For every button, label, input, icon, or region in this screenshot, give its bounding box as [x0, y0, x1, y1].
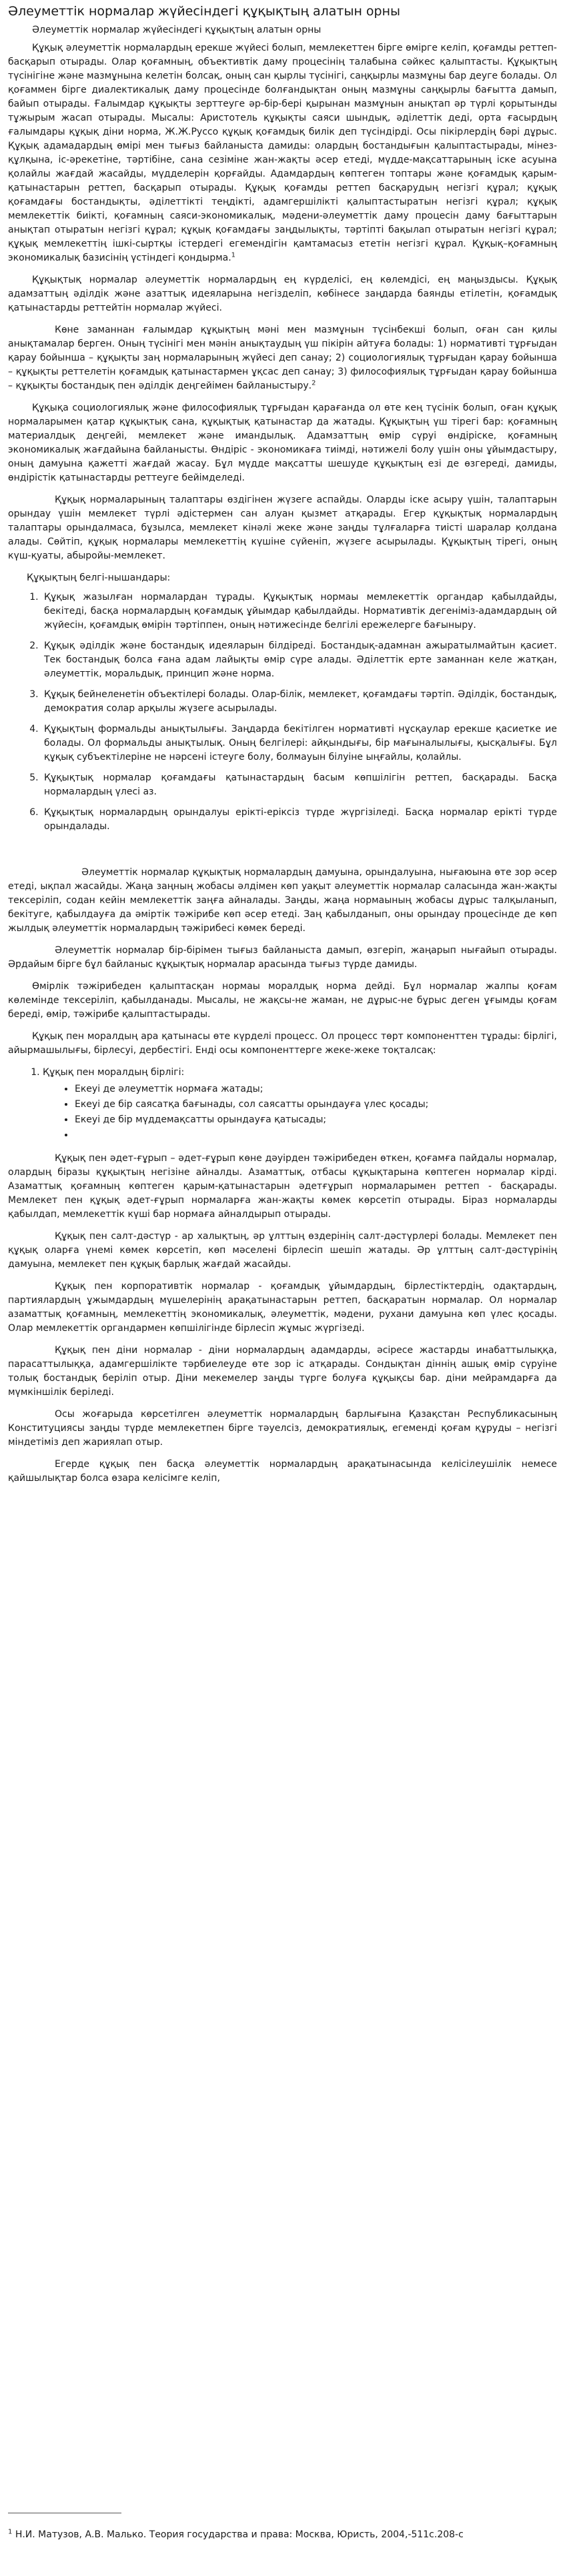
- paragraph-legal-norms: Құқықтық нормалар әлеуметтік нормалардың ең күрделісі, ең көлемдісі, ең маңыздысы. Құқық адамзаттың әділдік және азаттық идеяларына негізделіп, көбінесе заңдарда баянды етілетін, қоғамдық қатынастарды реттейтін нормалар жүйесі.: [8, 274, 557, 313]
- paragraph-constitution: Осы жоғарыда көрсетілген әлеуметтік нормалардың барлығына Қазақстан Республикасының Конституциясы заңды түрде мемлекетпен бірге тәуелсіз, демократиялық, егемендi қоғам құруды – негізгі міндетімiз деп жариялап отыр.: [8, 1408, 557, 1448]
- list-item: 1. Құқық жазылған нормалардан тұрады. Құқықтық нормаы мемлекеттік органдар қабылдайды, бекітеді, басқа нормалардың қоғамдық ұйымдар қабылдайды. Нормативтік дегеніміз-адамдардың ой жүйесін, қоғамдық өмірін тәртіппен, оның нәтижесінде белгілі ережелерге бағыныру.: [41, 591, 557, 633]
- list-item: 6. Құқықтық нормалардың орындалуы ерікті-еріксіз түрде жүргізіледі. Басқа нормалар ерікті түрде орындалады.: [41, 806, 557, 834]
- paragraph-moral-norms: Өмірлік тәжірибеден қалыптасқан нормаы моралдық норма дейді. Бұл нормалар жалпы қоғам көлемінде тексеріліп, қабылданады. Мысалы, не жақсы-не жаман, не дұрыс-не бұрыс деген ұғымды қоғам береді, өмір, тәжірибе қалыптастырады.: [8, 980, 557, 1020]
- paragraph-law-and-morality: Құқық пен моралдың ара қатынасы өте күрделі процесс. Ол процесс төрт компоненттен тұрады: бірлігі, айырмашылығы, бірлесуі, дербестігі. Енді осы компоненттерге жеке-жеке тоқталсақ:: [8, 1030, 557, 1056]
- list-item: 4. Құқықтың формальды анықтылығы. Заңдарда бекітілген нормативті нұсқаулар ерекше қасиетке ие болады. Ол формальды анықтылық. Оның белгілері: айқындығы, бір мағыналылығы, қысқалығы. Бұл құқық субъектілеріне не нәрсені істеуге болу, болмауын білуіне ыңғайлы, қолайлы.: [41, 722, 557, 764]
- footnotes: [8, 2513, 557, 2542]
- unity-list-block: [8, 1066, 557, 1142]
- list-item: [75, 1128, 557, 1142]
- footnote-number: 1: [8, 2528, 13, 2536]
- paragraph-definitions: Көне заманнан ғалымдар құқықтың мәні мен мазмұнын түсінбекші болып, оған сан қилы анықтамалар берген. Оның түсінігі мен мәнін анықтаудың үш пікірін айтуға болады: 1) нормативті тұрғыдан қарау бойынша – құқықты заң нормаларының жүйесі деп санау; 2) социологиялық тұрғыдан қарау бойынша – құқықты реттелетін қоғамдық қатынастармен ұқсас деп санау; 3) философиялық тұрғыдан қарау бойынша – құқықты бостандық пен әділдік деңгейімен байланыстыру.$^2$: [8, 324, 557, 391]
- features-heading: Құқықтың белгі-нышандары:: [27, 572, 171, 583]
- footnote-1: [8, 2528, 557, 2542]
- unity-sublist: [43, 1082, 557, 1142]
- list-item: [43, 1066, 557, 1142]
- paragraph-interrelation: Әлеуметтік нормалар бір-бірімен тығыз байланыста дамып, өзгеріп, жаңарып нығайып отырады. Әрдайым бірге бұл байланыс құқықтық нормалар арасында тығыз түрде дамиды.: [8, 944, 557, 970]
- page-title: Әлеуметтік нормалар жүйесіндегі құқықтың алатын орны: [8, 4, 401, 19]
- paragraph-enforcement: Құқық нормаларының талаптары өздігінен жүзеге аспайды. Оларды іске асыру үшін, талаптарын орындау үшін мемлекет түрлі әдістермен сан алуан қызмет атқарады. Егер құқықтық нормалардың талаптары орындалмаса, бұзылса, мемлекет кінәлі жеке және заңды тұлғаларға тиісті шаралар қолдана алады. Сөйтіп, құқық нормалары мемлекеттің күшіне сүйеніп, жүзеге асырылады. Құқықтың тірегі, оның күш-қуаты, абыройы-мемлекет.: [8, 494, 557, 561]
- list-item: 3. Құқық бейнеленетін объектілері болады. Олар-білік, мемлекет, қоғамдағы тәртіп. Әділдік, бостандық, демократия солар арқылы жүзеге асырылады.: [41, 688, 557, 716]
- list-item: 2. Құқық әділдік және бостандық идеяларын білдіреді. Бостандық-адамнан ажыратылмайтын қасиет. Тек бостандық болса ғана адам лайықты өмір сүре алады. Әділеттік ерте заманнан келе жатқан, әлеуметтік, моральдық, принцип және норма.: [41, 639, 557, 681]
- paragraph-sociological: Құқықа социологиялық және философиялық тұрғыдан қарағанда ол өте кең түсінік болып, оған құқық нормаларымен қатар құқықтық сана, құқықтық қатынастар да жатады. Құқықтың үш тірегі бар: қоғамның материалдық деңгейі, мемлекет және имандылық. Адамзаттың өмір сүруі өндіріске, қоғамның экономикалық жағдайына байланысты. Өндіріс - экономикаға тиімді, нәтижелі болу үшін оны ұйымдастыру, оның дамуына қажетті жағдай жасау. Бұл мүдде мақсатты шешуде құқықтың езі де өзгереді, дамиды, өндірістік қатынастарды реттеуге бейімделеді.: [8, 402, 557, 483]
- list-item: 5. Құқықтық нормалар қоғамдағы қатынастардың басым көпшілігін реттеп, басқарады. Басқа нормалардың үлесі аз.: [41, 771, 557, 799]
- footnote-ref-2: 2: [312, 379, 316, 387]
- footnote-text: Н.И. Матузов, А.В. Малько. Теория государства и права: Москва, Юристь, 2004,-511с.208-с: [15, 2529, 464, 2540]
- paragraph-customs: Құқық пен әдет-ғұрып – әдет-ғұрып көне дәуірден тәжірибеден өткен, қоғамға пайдалы нормалар, олардың біразы құқықтың негізіне айналды. Азаматтық, отбасы құқықтарына көптеген нормалар кірді. Азаматтық қоғамның көптеген қарым-қатынастарын әдетғұрып нормаларымен реттеп - басқарады. Мемлекет пен құқық әдет-ғұрып нормаларға жан-жақты көмек көрсетіп отырады. Біраз нормаларды қабылдап, мемлекеттік күші бар нормаға айналдырып отырады.: [8, 1152, 557, 1220]
- list-item: • Екеуі де әлеуметтік нормаға жатады;: [75, 1082, 557, 1096]
- paragraph-traditions: Құқық пен салт-дәстүр - ар халықтың, әр ұлттың өздерінің салт-дәстүрлері болады. Мемлекет пен құқық оларға үнемі көмек көрсетіп, көп мәселені бірлесіп шешіп жатады. Әр ұлттың салт-дәстүрінің дамуына, мемлекет пен құқық барлық жағдай жасайды.: [8, 1230, 557, 1270]
- unity-list: [8, 1066, 557, 1142]
- paragraph-social-norms: Әлеуметтік нормалар құқықтық нормалардың дамуына, орындалуына, нығаюына өте зор әсер етеді, ықпал жасайды. Жаңа заңның жобасы әлдімен көп уақыт әлеуметтік нормалар саласында жан-жақты тексеріліп, содан кейін мемлекеттік заңға айналады. Заңды, жаңа нормаының жобасы дұрыс талқыланып, бекітуге, қабылдауға да әміртік тәжірибе көп әсер етеді. Заң қабылданып, оны орындау процесінде де көп жылдық әлеуметтік нормалардың тәжірибесі көмек береді.: [8, 866, 557, 934]
- footnote-ref-1[interactable]: 1: [231, 251, 236, 259]
- list-item: • Екеуі де бір саясатқа бағынады, сол саясатты орындауға үлес қосады;: [75, 1098, 557, 1112]
- section-gap: [8, 843, 557, 866]
- paragraph-conclusion: Егерде құқық пен басқа әлеуметтік нормалардың арақатынасында келісілеушілік немесе қайшылықтар болса өзара келісімге келіп,: [8, 1458, 557, 1484]
- unity-heading: Құқық пен моралдың бірлігі:: [43, 1066, 185, 1078]
- paragraph-religious: Құқық пен діни нормалар - діни нормалардың адамдарды, әсіресе жастарды инабаттылыққа, парасаттылыққа, адамгершілікте тәрбиелеуде өте зор іс атқарады. Сондықтан діннің ашық өмір сүруіне толық бостандық беріліп отыр. Діни мекемелер заңды түрге болуға құқықсы бар. діни мейрамдарға да мүмкіншілік беріледі.: [8, 1344, 557, 1398]
- features-list: [8, 591, 557, 834]
- paragraph-intro: Құқық әлеуметтік нормалардың ерекше жүйесі болып, мемлекеттен бірге өмірге келіп, қоғамды реттеп-басқарып отырады. Олар қоғамның, объективтік даму процесінің талабына сәйкес қалыптасты. Құқықтың түсінігіне және мазмұнына келетін болсақ, оның сан қырлы түсінігі, саңқырлы мазмұны бар деуге болады. Ол қоғаммен бірге диалектикалық даму процесінде болғандықтан оның мазмұны саңқырлы бағытта дамып, байып отырады. Ғалымдар құқықты зерттеуге әр-бір-бері қырынан мазмұнын анықтап әр түрлі қорытынды тұжырым жасап отырады. Мысалы: Аристотель құқықты саяси шындық, әділеттік деді, орта ғасырдың ғалымдары құқық діни норма, Ж.Ж.Руссо құқық қоғамдық билік деп түсіндірді. Осы пікірлердің бәрі дұрыс. Құқық адамадардың өмірі мен тығыз байланыста дамиды: олардың бостандығын қалыптастырады, мінез-құлқына, іс-әрекетіне, тәртібіне, сана сезіміне жан-жақты әсер етеді, мүдде-мақсаттарының іске асуына қолайлы жағдай жасайды, мүдделерін қорғайды. Адамдардың көптеген топтары және қоғамдық қарым-қатынастарын реттеп, басқарып отырады. Құқық қоғамды реттеп басқарудың негізгі құрал; құқық қоғамдағы бостандықты, әділеттікті теңдікті, адамгершілікті қалыптастыратын негізгі құрал; құқық мемлекеттік биікті, қоғамның саяси-экономикалық, мәдени-әлеуметтік даму процесін даму бағыттарын анықтап отыратын негізгі құрал; құқық қоғамдағы заңдылықты, тәртіпті бақылап отыратын негізгі құрал; құқық мемлекеттің ішкі-сыртқы істердегі егемендігін қамтамасыз ететін негізгі құрал. Құқық–қоғамның экономикалық базисінің үстіндегі қондырма.$^1$: [8, 42, 557, 263]
- paragraph-corporate: Құқық пен корпоративтік нормалар - қоғамдық ұйымдардың, бірлестіктердің, одақтардың, партиялардың ұжымдардың мүшелерінің арақатынастарын реттеп, басқаратын нормалар. Ол нормалар азаматтық қоғамның, мемлекеттің экономикалық, әлеуметтік, мәдени, рухани дамуына көп үлес қосады. Олар мемлекеттік органдармен көпшілігінде бірлесіп жұмыс жүргізеді.: [8, 1280, 557, 1334]
- page-subtitle: Әлеуметтік нормалар жүйесіндегі құқықтың алатын орны: [32, 24, 322, 35]
- list-item: • Екеуі де бір мүддемақсатты орындауға қатысады;: [75, 1113, 557, 1127]
